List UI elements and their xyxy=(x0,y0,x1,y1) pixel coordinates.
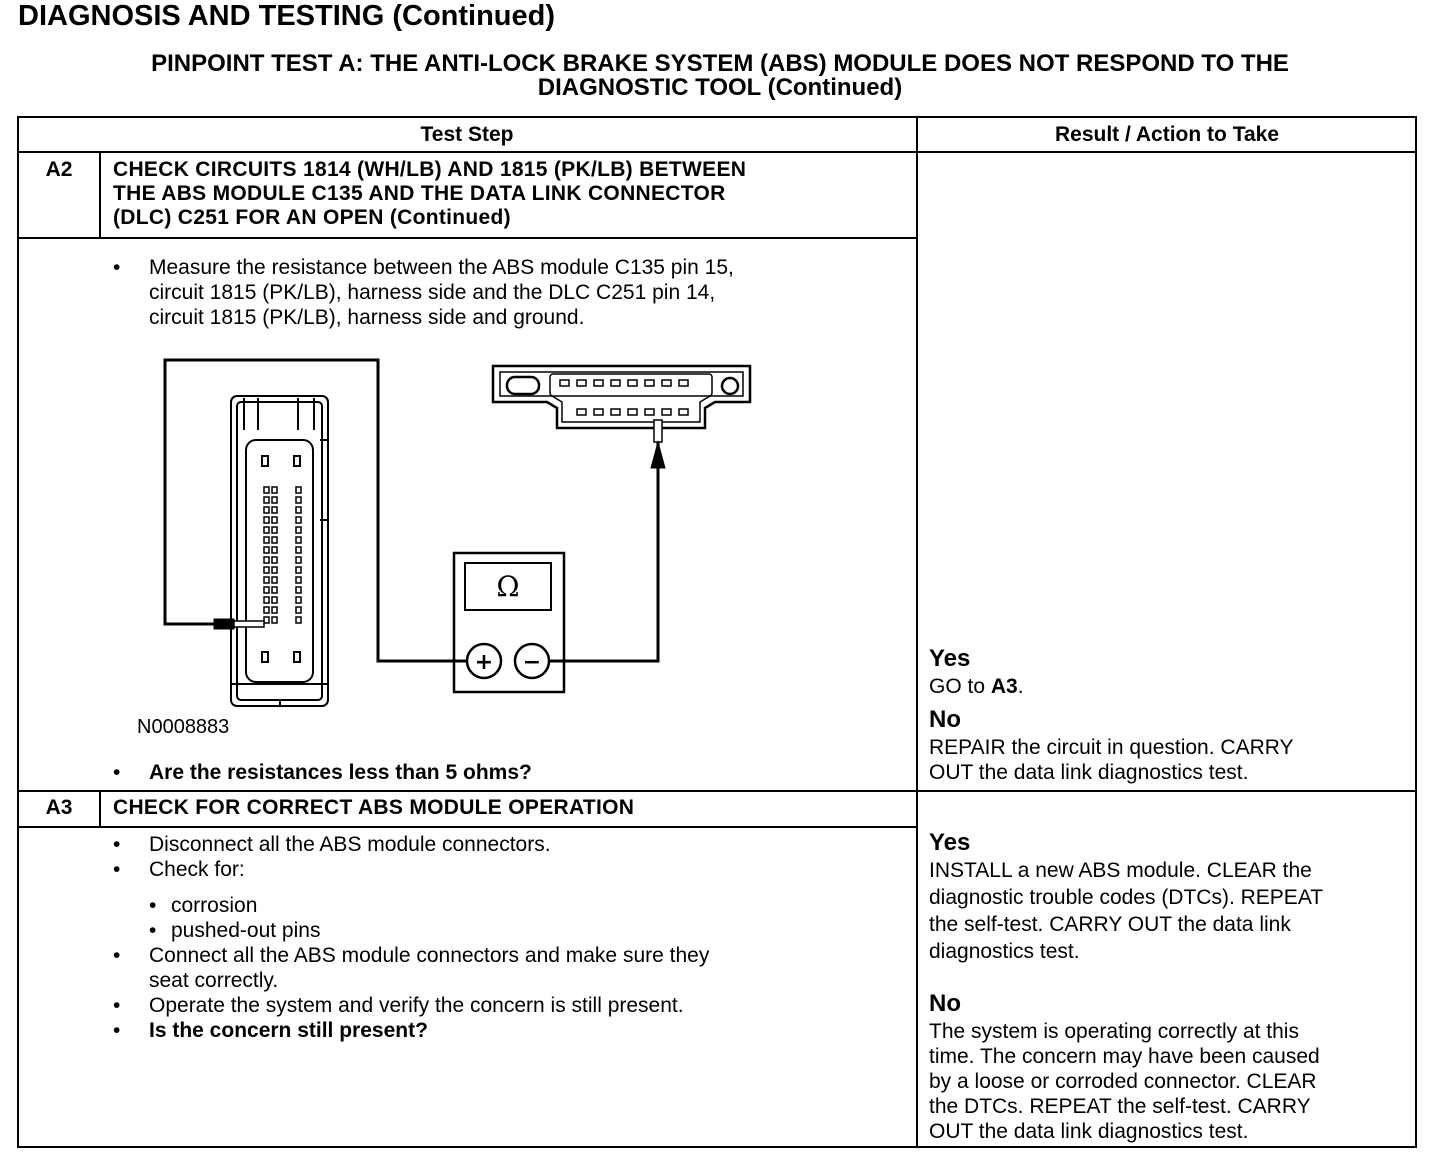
a3-sub2: pushed-out pins xyxy=(171,919,321,942)
a3-yes-line2: diagnostic trouble codes (DTCs). REPEAT xyxy=(929,886,1324,909)
abs-module-connector xyxy=(231,396,328,706)
a3-yes-text xyxy=(929,857,1409,965)
a3-no-line1: The system is operating correctly at this xyxy=(929,1020,1299,1043)
a2-step-line2: circuit 1815 (PK/LB), harness side and the DLC C251 pin 14, xyxy=(149,281,716,304)
a2-yes-label: Yes xyxy=(929,645,971,672)
a2-yes-text xyxy=(929,674,1409,699)
sub-bullet: • xyxy=(149,894,157,917)
a3-yes-label: Yes xyxy=(929,829,971,856)
a3-step1: Disconnect all the ABS module connectors. xyxy=(149,833,551,856)
bullet: • xyxy=(113,858,121,881)
ohm-symbol: Ω xyxy=(496,570,520,603)
a2-question-text: Are the resistances less than 5 ohms? xyxy=(149,761,532,784)
a3-step4: Operate the system and verify the concern is still present. xyxy=(149,994,684,1017)
abs-module-pins xyxy=(264,487,301,623)
a3-yes-line3: the self-test. CARRY OUT the data link xyxy=(929,913,1291,936)
test-lead-negative xyxy=(549,428,658,661)
a3-step2: Check for: xyxy=(149,858,245,881)
a2-no-line2: OUT the data link diagnostics test. xyxy=(929,761,1249,784)
step-title-a2-line1: CHECK CIRCUITS 1814 (WH/LB) AND 1815 (PK/LB) BETWEEN xyxy=(113,158,747,181)
page-title: DIAGNOSIS AND TESTING (Continued) xyxy=(18,0,556,32)
module-probe xyxy=(214,619,264,629)
a3-no-label: No xyxy=(929,990,961,1017)
a2-yes-prefix: GO to xyxy=(929,675,991,698)
subtitle-line-2: DIAGNOSTIC TOOL (Continued) xyxy=(537,74,903,101)
bullet: • xyxy=(113,761,121,784)
dlc-pins xyxy=(560,380,688,415)
step-id-a2: A2 xyxy=(45,158,73,181)
bullet: • xyxy=(113,1019,121,1042)
a2-no-label: No xyxy=(929,706,961,733)
a2-yes-target[interactable]: A3 xyxy=(990,675,1018,698)
a3-step3-line1: Connect all the ABS module connectors and make sure they xyxy=(149,944,710,967)
a3-yes-line4: diagnostics test. xyxy=(929,940,1080,963)
step-id-a3: A3 xyxy=(45,796,73,819)
step-title-a2-line2: THE ABS MODULE C135 AND THE DATA LINK CONNECTOR xyxy=(113,182,726,205)
a3-step3 xyxy=(149,943,709,993)
figure-id: N0008883 xyxy=(137,716,230,738)
sub-bullet: • xyxy=(149,919,157,942)
a3-no-line5: OUT the data link diagnostics test. xyxy=(929,1120,1249,1143)
subtitle-line-1: PINPOINT TEST A: THE ANTI-LOCK BRAKE SYSTEM (ABS) MODULE DOES NOT RESPOND TO THE xyxy=(151,50,1289,77)
a2-yes-suffix: . xyxy=(1017,675,1024,698)
a3-no-text xyxy=(929,1019,1409,1144)
step-title-a2-line3: (DLC) C251 FOR AN OPEN (Continued) xyxy=(113,206,511,229)
step-title-a3: CHECK FOR CORRECT ABS MODULE OPERATION xyxy=(113,796,635,819)
a2-no-line1: REPAIR the circuit in question. CARRY xyxy=(929,736,1294,759)
bullet: • xyxy=(113,994,121,1017)
a2-step-line1: Measure the resistance between the ABS module C135 pin 15, xyxy=(149,256,734,279)
column-header-test-step: Test Step xyxy=(420,123,514,146)
a3-step3-line2: seat correctly. xyxy=(149,969,279,992)
column-header-result: Result / Action to Take xyxy=(1054,123,1280,146)
bullet: • xyxy=(113,833,121,856)
a3-no-line2: time. The concern may have been caused xyxy=(929,1045,1320,1068)
a3-no-line4: the DTCs. REPEAT the self-test. CARRY xyxy=(929,1095,1311,1118)
a3-question-text: Is the concern still present? xyxy=(149,1019,428,1042)
meter-minus-terminal: − xyxy=(522,650,542,675)
a3-yes-line1: INSTALL a new ABS module. CLEAR the xyxy=(929,859,1312,882)
a3-sub1: corrosion xyxy=(171,894,258,917)
test-lead-positive xyxy=(165,360,466,661)
meter-plus-terminal: + xyxy=(474,650,494,675)
bullet: • xyxy=(113,944,121,967)
a2-step-line3: circuit 1815 (PK/LB), harness side and ground. xyxy=(149,306,585,329)
a3-no-line3: by a loose or corroded connector. CLEAR xyxy=(929,1070,1317,1093)
a2-no-text xyxy=(929,735,1409,785)
bullet: • xyxy=(113,256,121,279)
dlc-connector xyxy=(493,366,750,428)
